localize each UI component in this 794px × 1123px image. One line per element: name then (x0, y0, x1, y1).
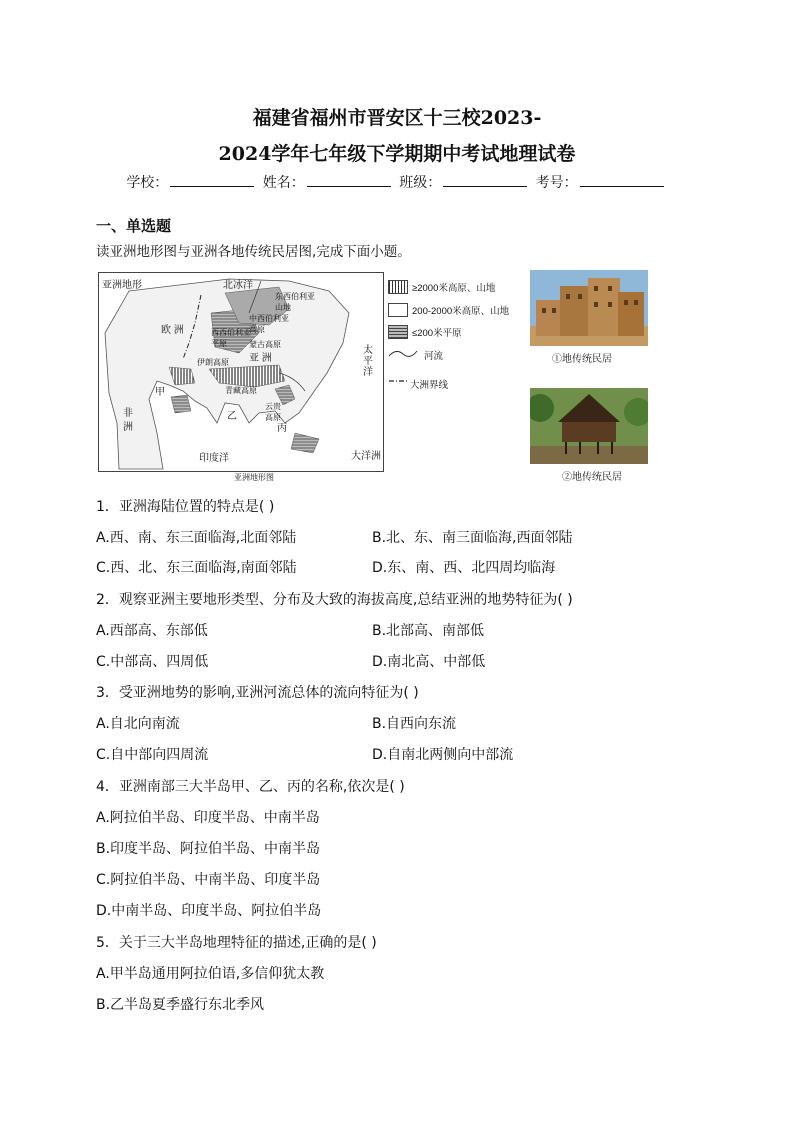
name-label: 姓名： (262, 175, 305, 191)
question-5-option-a[interactable]: A.甲半岛通用阿拉伯语,多信仰犹太教 (96, 966, 325, 982)
question-1-stem: 1．亚洲海陆位置的特点是( ) (96, 499, 275, 515)
question-2-option-c[interactable]: C.中部高、四周低 (96, 654, 209, 670)
legend-swatch-high (388, 280, 408, 294)
yunnan-label: 云贵 高原 (265, 402, 281, 422)
question-4-option-d[interactable]: D.中南半岛、印度半岛、阿拉伯半岛 (96, 903, 322, 919)
student-info-line (0, 172, 794, 192)
iran-label: 伊朗高原 (197, 358, 229, 367)
legend-label-mid: 200-2000米高原、山地 (412, 306, 510, 317)
map-graphic (99, 273, 383, 471)
question-3-option-d[interactable]: D.自南北两侧向中部流 (372, 747, 514, 763)
question-4-stem: 4．亚洲南部三大半岛甲、乙、丙的名称,依次是( ) (96, 779, 405, 795)
tibet-label: 青藏高原 (225, 386, 257, 395)
legend-label-high: ≥2000米高原、山地 (412, 283, 496, 294)
question-5-stem: 5．关于三大半岛地理特征的描述,正确的是( ) (96, 935, 377, 951)
question-2-option-b[interactable]: B.北部高、南部低 (372, 623, 485, 639)
africa-label: 非 洲 (123, 408, 133, 433)
question-3-option-a[interactable]: A.自北向南流 (96, 716, 180, 732)
photo-2-caption: ②地传统民居 (562, 472, 622, 483)
school-blank[interactable] (170, 172, 254, 187)
map-caption: 亚洲地形图 (234, 473, 274, 482)
dwelling-photo-1 (530, 270, 648, 346)
arabia-shade (171, 395, 191, 413)
pacific-label: 太 平 洋 (363, 345, 373, 378)
legend-boundary-symbol (388, 376, 408, 386)
peninsula-yi-label: 乙 (227, 411, 237, 422)
exam-title-line2: 2024学年七年级下学期期中考试地理试卷 (218, 143, 576, 165)
central-siberia-label: 中西伯利亚 高原 (249, 314, 289, 334)
section-heading: 一、单选题 (96, 217, 172, 235)
dwelling-photo-2 (530, 388, 648, 464)
arctic-label: 北冰洋 (223, 280, 253, 291)
question-2-option-d[interactable]: D.南北高、中部低 (372, 654, 486, 670)
question-2-stem: 2．观察亚洲主要地形类型、分布及大致的海拔高度,总结亚洲的地势特征为( ) (96, 592, 573, 608)
question-1-option-d[interactable]: D.东、南、西、北四周均临海 (372, 560, 556, 576)
legend-swatch-mid (388, 303, 408, 317)
question-1-option-b[interactable]: B.北、东、南三面临海,西面邻陆 (372, 530, 573, 546)
question-5-option-b[interactable]: B.乙半岛夏季盛行东北季风 (96, 997, 265, 1013)
question-3-stem: 3．受亚洲地势的影响,亚洲河流总体的流向特征为( ) (96, 685, 419, 701)
east-siberia-label: 东西伯利亚 山地 (275, 292, 315, 312)
west-siberia-label: 西西伯利亚 平原 (211, 328, 251, 348)
question-2-option-a[interactable]: A.西部高、东部低 (96, 623, 208, 639)
exam-number-blank[interactable] (580, 172, 664, 187)
asia-terrain-map (98, 272, 384, 472)
legend-label-plain: ≤200米平原 (412, 328, 462, 339)
island-plain (291, 433, 319, 453)
question-3-option-b[interactable]: B.自西向东流 (372, 716, 457, 732)
section-intro: 读亚洲地形图与亚洲各地传统民居图,完成下面小题。 (96, 244, 411, 260)
legend-swatch-plain (388, 325, 408, 339)
mongolia-label: 蒙古高原 (249, 340, 281, 349)
legend-label-boundary: 大洲界线 (410, 380, 449, 391)
exam-number-label: 考号： (535, 175, 578, 191)
photo-1-caption: ①地传统民居 (552, 354, 612, 365)
class-label: 班级： (399, 175, 442, 191)
question-4-option-a[interactable]: A.阿拉伯半岛、印度半岛、中南半岛 (96, 810, 320, 826)
question-4-option-c[interactable]: C.阿拉伯半岛、中南半岛、印度半岛 (96, 872, 321, 888)
question-3-option-c[interactable]: C.自中部向四周流 (96, 747, 209, 763)
question-1-option-c[interactable]: C.西、北、东三面临海,南面邻陆 (96, 560, 297, 576)
peninsula-jia-label: 甲 (155, 387, 165, 398)
europe-label: 欧 洲 (161, 325, 184, 336)
question-1-option-a[interactable]: A.西、南、东三面临海,北面邻陆 (96, 530, 297, 546)
asia-label: 亚 洲 (249, 353, 272, 364)
school-label: 学校： (126, 175, 169, 191)
map-box-label: 亚洲地形 (102, 280, 142, 291)
peninsula-bing-label: 丙 (277, 423, 287, 434)
name-blank[interactable] (307, 172, 391, 187)
oceania-label: 大洋洲 (351, 451, 381, 462)
legend-label-river: 河流 (424, 351, 444, 362)
indian-ocean-label: 印度洋 (199, 453, 229, 464)
question-4-option-b[interactable]: B.印度半岛、阿拉伯半岛、中南半岛 (96, 841, 321, 857)
class-blank[interactable] (443, 172, 527, 187)
exam-title-line1: 福建省福州市晋安区十三校2023- (252, 107, 542, 129)
legend-river-symbol (388, 346, 418, 360)
